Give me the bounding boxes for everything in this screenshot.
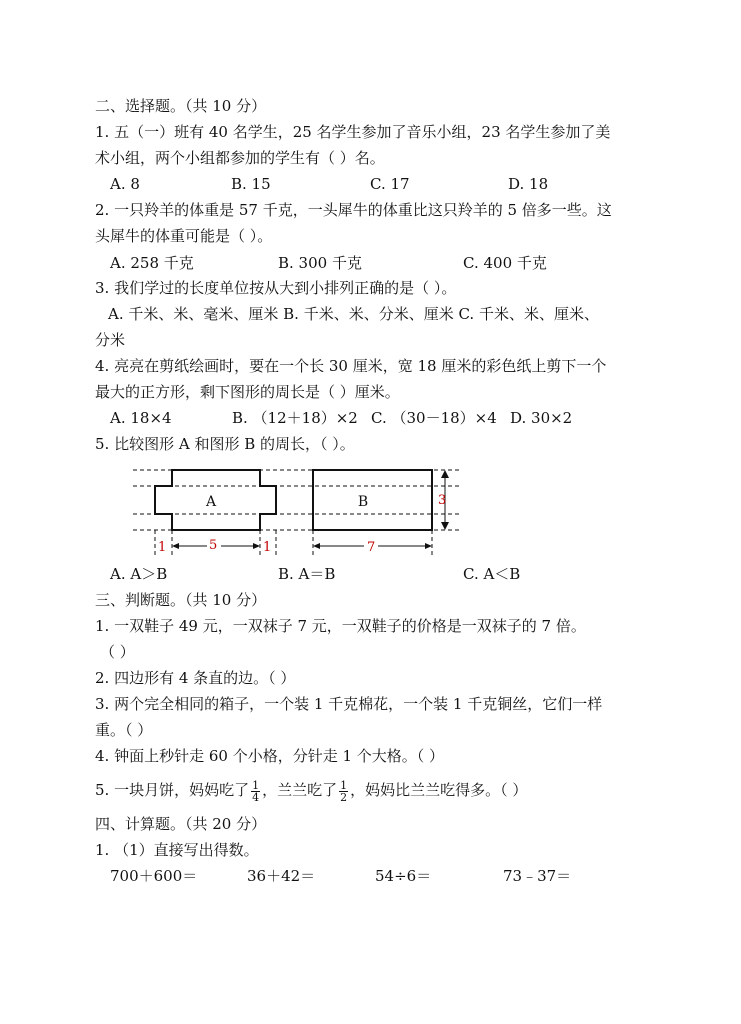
- q4-option-b[interactable]: B. （12＋18）×2: [232, 409, 358, 427]
- q3-line1: 3. 我们学过的长度单位按从大到小排列正确的是（ ）。: [95, 279, 457, 297]
- fraction-one-quarter: $\frac{1}{4}$: [252, 778, 260, 804]
- dim-b-width: 7: [367, 540, 376, 555]
- s3-q1-answer-blank[interactable]: （ ）: [100, 643, 135, 661]
- s3-q3-line2[interactable]: 重。（ ）: [95, 721, 153, 739]
- s3-q5-middle: ，兰兰吃了: [262, 781, 338, 799]
- s3-q2[interactable]: 2. 四边形有 4 条直的边。（ ）: [95, 669, 296, 687]
- q3-options-line[interactable]: A. 千米、米、毫米、厘米 B. 千米、米、分米、厘米 C. 千米、米、厘米、: [108, 305, 599, 323]
- calc-problem[interactable]: 700＋600＝: [110, 867, 198, 885]
- dim-middle: 5: [209, 538, 218, 553]
- q1-option-c[interactable]: C. 17: [370, 175, 410, 193]
- s3-q3-line1: 3. 两个完全相同的箱子，一个装 1 千克棉花，一个装 1 千克铜丝，它们一样: [95, 695, 603, 713]
- arrow-head: [313, 543, 320, 549]
- s4-sub1: 1. （1）直接写出得数。: [95, 841, 259, 859]
- height-arrow-head-down: [441, 522, 449, 530]
- section4-heading: 四、计算题。（共 20 分）: [95, 815, 267, 833]
- q1-option-d[interactable]: D. 18: [508, 175, 549, 193]
- q4-line2: 最大的正方形，剩下图形的周长是（ ）厘米。: [95, 383, 400, 401]
- calc-problem[interactable]: 36＋42＝: [247, 867, 316, 885]
- q1-option-b[interactable]: B. 15: [231, 175, 271, 193]
- height-arrow-head-up: [441, 470, 449, 478]
- calc-problem[interactable]: 54÷6＝: [375, 867, 432, 885]
- q1-line1: 1. 五（一）班有 40 名学生，25 名学生参加了音乐小组，23 名学生参加了美: [95, 123, 611, 141]
- dim-left: 1: [158, 540, 167, 555]
- shape-a-label: A: [205, 494, 217, 510]
- calc-problem[interactable]: 73﹣37＝: [503, 867, 572, 885]
- q4-option-c[interactable]: C. （30－18）×4: [371, 409, 497, 427]
- q4-option-d[interactable]: D. 30×2: [510, 409, 573, 427]
- shape-b: [313, 470, 432, 530]
- shape-b-label: B: [357, 494, 369, 510]
- q1-option-a[interactable]: A. 8: [110, 175, 140, 193]
- arrow-head: [172, 543, 179, 549]
- q5-option-c[interactable]: C. A＜B: [463, 565, 521, 583]
- fraction-one-half: $\frac{1}{2}$: [340, 778, 348, 804]
- q5-option-b[interactable]: B. A＝B: [278, 565, 336, 583]
- s3-q5[interactable]: [95, 777, 527, 803]
- q2-line2: 头犀牛的体重可能是（ ）。: [95, 227, 273, 245]
- q5-option-a[interactable]: A. A＞B: [110, 565, 168, 583]
- s3-q5-suffix: ，妈妈比兰兰吃得多。（ ）: [350, 781, 528, 799]
- q2-line1: 2. 一只羚羊的体重是 57 千克，一头犀牛的体重比这只羚羊的 5 倍多一些。这: [95, 201, 612, 219]
- q2-option-c[interactable]: C. 400 千克: [463, 254, 547, 272]
- arrow-head: [253, 543, 260, 549]
- q5-line1: 5. 比较图形 A 和图形 B 的周长，（ ）。: [95, 435, 355, 453]
- section3-heading: 三、判断题。（共 10 分）: [95, 591, 267, 609]
- section2-heading: 二、选择题。（共 10 分）: [95, 97, 267, 115]
- q2-option-a[interactable]: A. 258 千克: [110, 254, 194, 272]
- q2-option-b[interactable]: B. 300 千克: [278, 254, 362, 272]
- q4-option-a[interactable]: A. 18×4: [110, 409, 172, 427]
- dim-right: 1: [263, 540, 272, 555]
- s3-q5-prefix: 5. 一块月饼，妈妈吃了: [95, 781, 250, 799]
- arrow-head: [425, 543, 432, 549]
- perimeter-figure: [0, 458, 741, 558]
- s3-q1-line1: 1. 一双鞋子 49 元，一双袜子 7 元，一双鞋子的价格是一双袜子的 7 倍。: [95, 617, 586, 635]
- q3-options-line2[interactable]: 分米: [95, 331, 126, 349]
- q4-line1: 4. 亮亮在剪纸绘画时，要在一个长 30 厘米，宽 18 厘米的彩色纸上剪下一个: [95, 357, 607, 375]
- s3-q4[interactable]: 4. 钟面上秒针走 60 个小格，分针走 1 个大格。（ ）: [95, 747, 445, 765]
- q1-line2: 术小组，两个小组都参加的学生有（ ）名。: [95, 149, 385, 167]
- dim-b-height: 3: [438, 493, 447, 508]
